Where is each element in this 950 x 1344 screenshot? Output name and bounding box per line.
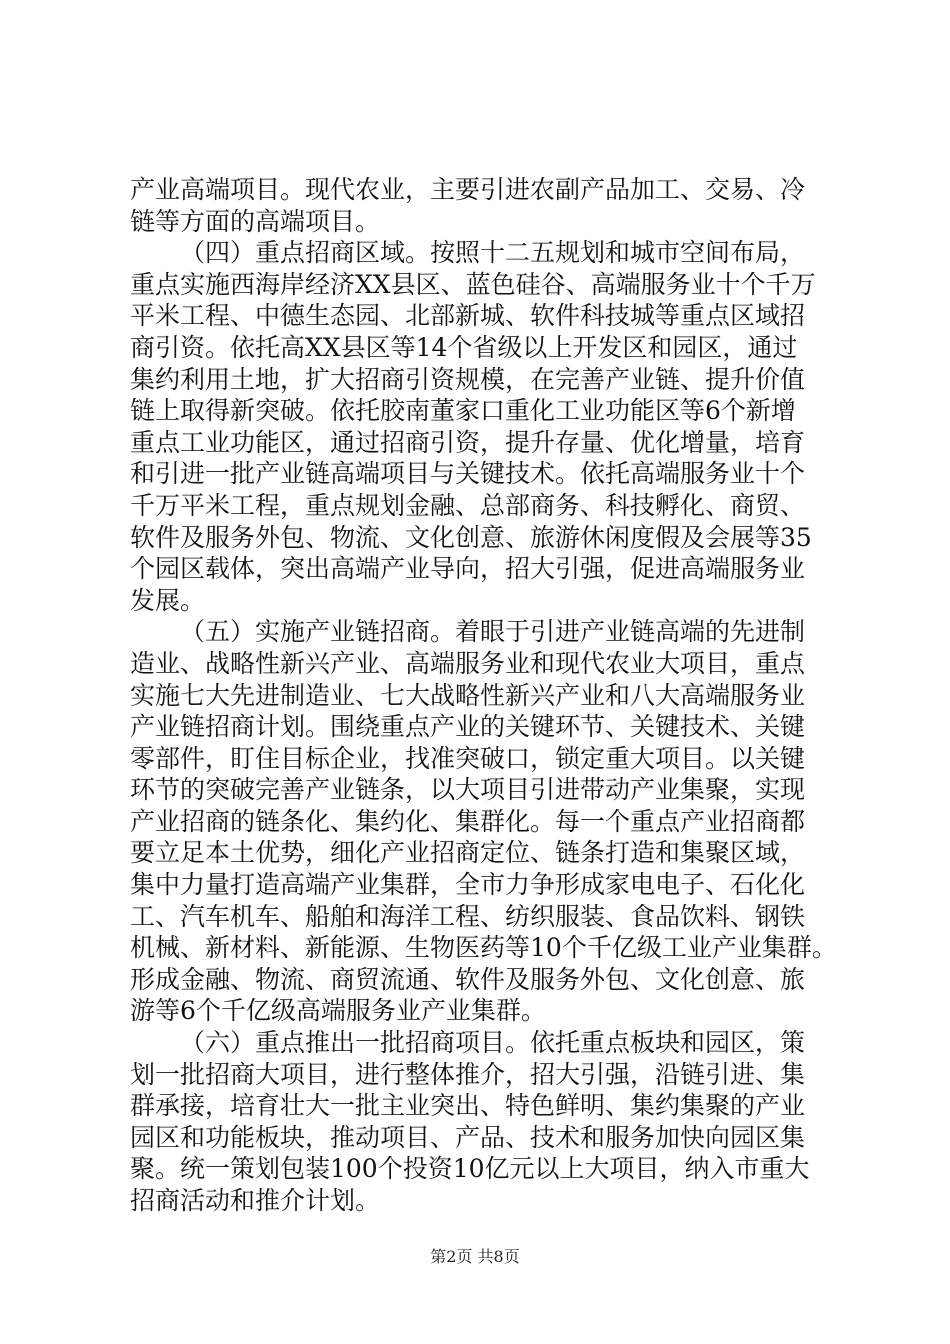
paragraph-first-line: （六）重点推出一批招商项目。依托重点板块和园区，策 [180, 1028, 806, 1058]
text-line: 链等方面的高端项目。 [130, 206, 381, 236]
text-line: 发展。 [130, 585, 206, 615]
text-line: 集中力量打造高端产业集群，全市力争形成家电电子、石化化 [130, 870, 806, 900]
text-line: 造业、战略性新兴产业、高端服务业和现代农业大项目，重点 [130, 648, 806, 678]
text-line: 要立足本土优势，细化产业招商定位、链条打造和集聚区域， [130, 838, 806, 868]
text-line: 形成金融、物流、商贸流通、软件及服务外包、文化创意、旅 [130, 964, 806, 994]
text-line: 机械、新材料、新能源、生物医药等10个千亿级工业产业集群。 [130, 933, 837, 963]
text-line: 千万平米工程，重点规划金融、总部商务、科技孵化、商贸、 [130, 490, 806, 520]
text-line: 产业招商的链条化、集约化、集群化。每一个重点产业招商都 [130, 806, 806, 836]
text-line: 重点工业功能区，通过招商引资，提升存量、优化增量，培育 [130, 427, 806, 457]
text-line: 工、汽车机车、船舶和海洋工程、纺织服装、食品饮料、钢铁 [130, 901, 806, 931]
text-line: 软件及服务外包、物流、文化创意、旅游休闲度假及会展等35 [130, 522, 812, 552]
text-line: 群承接，培育壮大一批主业突出、特色鲜明、集约集聚的产业 [130, 1091, 806, 1121]
text-line: 个园区载体，突出高端产业导向，招大引强，促进高端服务业 [130, 554, 806, 584]
text-line: 零部件，盯住目标企业，找准突破口，锁定重大项目。以关键 [130, 743, 806, 773]
text-line: 招商活动和推介计划。 [130, 1186, 381, 1215]
text-line: 实施七大先进制造业、七大战略性新兴产业和八大高端服务业 [130, 680, 806, 710]
text-line: 划一批招商大项目，进行整体推介，招大引强，沿链引进、集 [130, 1059, 806, 1089]
paragraph-first-line: （四）重点招商区域。按照十二五规划和城市空间布局， [180, 238, 806, 268]
document-body [130, 174, 837, 1217]
text-line: 重点实施西海岸经济XX县区、蓝色硅谷、高端服务业十个千万 [130, 269, 816, 299]
text-line: 商引资。依托高XX县区等14个省级以上开发区和园区，通过 [130, 332, 798, 362]
text-line: 链上取得新突破。依托胶南董家口重化工业功能区等6个新增 [130, 396, 796, 426]
text-line: 和引进一批产业链高端项目与关键技术。依托高端服务业十个 [130, 459, 806, 489]
text-line: 聚。统一策划包装100个投资10亿元以上大项目，纳入市重大 [130, 1154, 810, 1184]
paragraph-first-line: （五）实施产业链招商。着眼于引进产业链高端的先进制 [180, 617, 806, 647]
text-line: 游等6个千亿级高端服务业产业集群。 [130, 996, 546, 1026]
text-line: 园区和功能板块，推动项目、产品、技术和服务加快向园区集 [130, 1122, 806, 1152]
page-footer: 第2页 共8页 [430, 1247, 520, 1266]
text-line: 产业链招商计划。围绕重点产业的关键环节、关键技术、关键 [130, 712, 806, 742]
text-line: 产业高端项目。现代农业，主要引进农副产品加工、交易、冷 [130, 175, 806, 204]
text-line: 环节的突破完善产业链条，以大项目引进带动产业集聚，实现 [130, 775, 806, 805]
text-line: 平米工程、中德生态园、北部新城、软件科技城等重点区域招 [130, 301, 806, 331]
text-line: 集约利用土地，扩大招商引资规模，在完善产业链、提升价值 [130, 364, 806, 394]
